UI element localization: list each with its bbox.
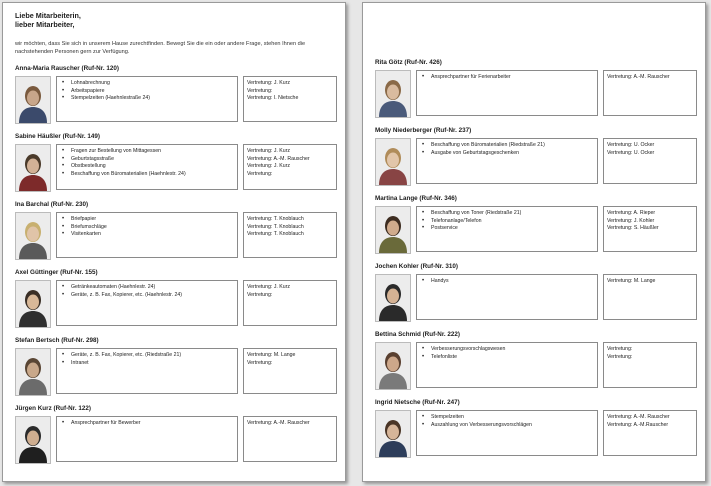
deputy-item: Vertretung: A.-M. Rauscher <box>607 74 670 80</box>
contact-name: Anna-Maria Rauscher (Ruf-Nr. 120) <box>15 65 119 72</box>
responsibilities-box <box>416 410 598 456</box>
responsibility-item: • Getränkeautomaten (Haehnlestr. 24) <box>62 284 233 292</box>
contact-photo <box>375 206 411 254</box>
contact-entry <box>15 269 337 331</box>
responsibilities-box <box>56 280 238 326</box>
deputy-item: Vertretung: <box>247 87 273 94</box>
responsibility-item: • Ausgabe von Geburtstagsgeschenken <box>422 150 593 158</box>
deputy-item: Vertretung: S. Häußler <box>607 225 659 231</box>
greeting-line: lieber Mitarbeiter, <box>15 20 75 29</box>
deputy-item: Vertretung: T. Knoblauch <box>247 216 304 222</box>
responsibility-item: • Telefonanlage/Telefon <box>422 218 593 226</box>
deputy-item: Vertretung: <box>247 359 273 366</box>
contact-photo <box>15 348 51 396</box>
responsibility-item: • Ansprechpartner für Bewerber <box>62 420 233 428</box>
responsibility-item: • Stempelzeiten (Haehnlestraße 24) <box>62 95 233 103</box>
contact-name: Ingrid Nietsche (Ruf-Nr. 247) <box>375 399 460 406</box>
contact-photo <box>375 342 411 390</box>
document-page-right <box>362 2 706 482</box>
portrait-image <box>376 139 410 185</box>
responsibilities-box <box>416 70 598 116</box>
responsibility-item: • Geräte, z. B. Fax, Kopierer, etc. (Haehnlestr. 24) <box>62 292 233 300</box>
deputy-item: Vertretung: U. Ocker <box>607 149 655 156</box>
contact-entry <box>375 331 697 393</box>
portrait-image <box>16 213 50 259</box>
responsibility-item: • Briefpapier <box>62 216 233 224</box>
deputies-box <box>603 342 697 388</box>
deputies-box <box>603 206 697 252</box>
deputies-box <box>243 212 337 258</box>
responsibility-item: • Briefumschläge <box>62 224 233 232</box>
deputies-box <box>603 138 697 184</box>
contact-photo <box>375 410 411 458</box>
deputies-box <box>603 70 697 116</box>
deputy-item: Vertretung: <box>607 346 633 352</box>
deputy-item: Vertretung: M. Lange <box>247 352 296 358</box>
contact-entry <box>375 127 697 189</box>
deputy-item: Vertretung: J. Kurz <box>247 163 290 169</box>
contact-entry <box>15 201 337 263</box>
responsibility-item: • Verbesserungsvorschlagswesen <box>422 346 593 354</box>
contact-entry <box>15 405 337 467</box>
responsibilities-box <box>416 206 598 252</box>
responsibility-item: • Intranet <box>62 360 233 368</box>
deputies-box <box>603 410 697 456</box>
deputies-box <box>243 76 337 122</box>
deputy-item: Vertretung: J. Kurz <box>247 80 290 86</box>
responsibility-item: • Lohnabrechnung <box>62 80 233 88</box>
contact-photo <box>15 416 51 464</box>
portrait-image <box>16 417 50 463</box>
responsibility-item: • Visitenkarten <box>62 231 233 239</box>
responsibilities-box <box>56 416 238 462</box>
portrait-image <box>16 77 50 123</box>
intro-text: wir möchten, dass Sie sich in unserem Hause zurechtfinden. Bewegt Sie die ein oder andere Frage, stehen Ihnen die nachstehenden Personen gern zur Verfügung. <box>15 41 306 55</box>
deputy-item: Vertretung: <box>247 291 273 298</box>
deputies-box <box>243 416 337 462</box>
contact-name: Rita Götz (Ruf-Nr. 426) <box>375 59 442 66</box>
portrait-image <box>376 275 410 321</box>
deputies-box <box>243 348 337 394</box>
portrait-image <box>376 411 410 457</box>
deputy-item: Vertretung: <box>247 170 273 177</box>
deputy-item: Vertretung: A. Rieper <box>607 210 656 216</box>
contact-entry <box>15 337 337 399</box>
greeting <box>15 11 81 29</box>
deputy-item: Vertretung: A.-M.Rauscher <box>607 421 669 428</box>
responsibilities-box <box>56 144 238 190</box>
responsibility-item: • Postservice <box>422 225 593 233</box>
deputy-item: Vertretung: J. Kurz <box>247 284 290 290</box>
responsibility-item: • Beschaffung von Büromaterialien (Haehnlestr. 24) <box>62 171 233 179</box>
contact-name: Molly Niederberger (Ruf-Nr. 237) <box>375 127 472 134</box>
contact-name: Ina Barchal (Ruf-Nr. 230) <box>15 201 89 208</box>
contact-entry <box>375 59 697 121</box>
responsibility-item: • Stempelzeiten <box>422 414 593 422</box>
responsibilities-box <box>56 348 238 394</box>
responsibilities-box <box>416 138 598 184</box>
portrait-image <box>376 71 410 117</box>
contact-name: Axel Güttinger (Ruf-Nr. 155) <box>15 269 98 276</box>
deputies-box <box>603 274 697 320</box>
greeting-line: Liebe Mitarbeiterin, <box>15 11 81 20</box>
contact-name: Jürgen Kurz (Ruf-Nr. 122) <box>15 405 91 412</box>
contact-entry <box>375 195 697 257</box>
contact-entry <box>15 65 337 127</box>
responsibilities-box <box>416 342 598 388</box>
contact-photo <box>15 212 51 260</box>
responsibility-item: • Beschaffung von Toner (Riedstraße 21) <box>422 210 593 218</box>
portrait-image <box>16 281 50 327</box>
contact-name: Jochen Kohler (Ruf-Nr. 310) <box>375 263 458 270</box>
document-page-left <box>2 2 346 482</box>
deputy-item: Vertretung: J. Kohler <box>607 217 655 224</box>
deputy-item: Vertretung: A.-M. Rauscher <box>607 414 670 420</box>
responsibilities-box <box>56 212 238 258</box>
contact-name: Bettina Schmid (Ruf-Nr. 222) <box>375 331 461 338</box>
deputy-item: Vertretung: A.-M. Rauscher <box>247 420 310 426</box>
deputies-box <box>243 144 337 190</box>
deputy-item: Vertretung: U. Ocker <box>607 142 655 148</box>
responsibility-item: • Fragen zur Bestellung von Mittagessen <box>62 148 233 156</box>
responsibility-item: • Ansprechpartner für Ferienarbeiter <box>422 74 593 82</box>
deputies-box <box>243 280 337 326</box>
deputy-item: Vertretung: T. Knoblauch <box>247 231 304 237</box>
responsibility-item: • Arbeitspapiere <box>62 88 233 96</box>
deputy-item: Vertretung: I. Nietsche <box>247 95 299 101</box>
responsibility-item: • Telefonliste <box>422 354 593 362</box>
contact-name: Sabine Häußler (Ruf-Nr. 149) <box>15 133 101 140</box>
deputy-item: Vertretung: <box>607 353 633 360</box>
contact-photo <box>15 76 51 124</box>
contact-entry <box>375 263 697 325</box>
deputy-item: Vertretung: T. Knoblauch <box>247 223 304 230</box>
contact-name: Martina Lange (Ruf-Nr. 346) <box>375 195 457 202</box>
responsibility-item: • Geburtstagsstraße <box>62 156 233 164</box>
responsibilities-box <box>416 274 598 320</box>
responsibility-item: • Beschaffung von Büromaterialien (Riedstraße 21) <box>422 142 593 150</box>
deputy-item: Vertretung: J. Kurz <box>247 148 290 154</box>
portrait-image <box>16 145 50 191</box>
deputy-item: Vertretung: A.-M. Rauscher <box>247 155 310 162</box>
contact-photo <box>15 144 51 192</box>
contact-entry <box>375 399 697 461</box>
responsibility-item: • Geräte, z. B. Fax, Kopierer, etc. (Riedstraße 21) <box>62 352 233 360</box>
responsibility-item: • Handys <box>422 278 593 286</box>
contact-photo <box>375 70 411 118</box>
contact-name: Stefan Bertsch (Ruf-Nr. 298) <box>15 337 99 344</box>
contact-photo <box>375 138 411 186</box>
responsibility-item: • Auszahlung von Verbesserungsvorschlägen <box>422 422 593 430</box>
contact-photo <box>375 274 411 322</box>
portrait-image <box>376 207 410 253</box>
responsibility-item: • Obstbestellung <box>62 163 233 171</box>
portrait-image <box>16 349 50 395</box>
deputy-item: Vertretung: M. Lange <box>607 278 656 284</box>
contact-photo <box>15 280 51 328</box>
responsibilities-box <box>56 76 238 122</box>
contact-entry <box>15 133 337 195</box>
portrait-image <box>376 343 410 389</box>
